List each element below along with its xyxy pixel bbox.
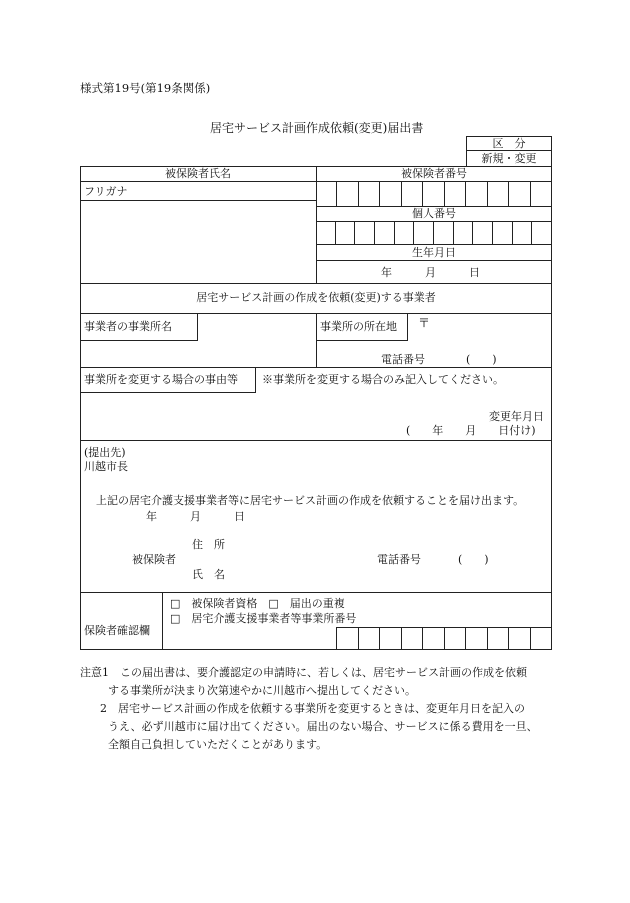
note-2-line-1: 2 居宅サービス計画の作成を依頼する事業所を変更するときは、変更年月日を記入の	[100, 702, 525, 715]
change-date-label: 変更年月日	[489, 410, 544, 423]
note-1-line-2: する事業所が決まり次第速やかに川越市へ提出してください。	[108, 684, 416, 697]
office-name-label: 事業者の事業所名	[84, 320, 172, 333]
name-field[interactable]	[81, 201, 315, 282]
phone-field[interactable]: ( )	[466, 353, 497, 366]
note-2-line-2: うえ、必ず川越市に届け出てください。届出のない場合、サービスに係る費用を一旦、	[108, 720, 538, 733]
office-address-label: 事業所の所在地	[320, 320, 397, 333]
provider-section-title: 居宅サービス計画の作成を依頼(変更)する事業者	[196, 291, 436, 304]
category-header: 区 分	[492, 137, 526, 150]
insured-number-cells[interactable]	[316, 181, 552, 206]
form-title: 居宅サービス計画作成依頼(変更)届出書	[210, 121, 424, 135]
phone-field-2[interactable]: ( )	[458, 553, 489, 566]
submit-to-value: 川越市長	[84, 460, 128, 473]
name-label: 氏 名	[192, 568, 225, 581]
phone-label: 電話番号	[381, 353, 425, 366]
change-reason-note: ※事業所を変更する場合のみ記入してください。	[262, 373, 504, 386]
check-office-number[interactable]: □ 居宅介護支援事業者等事業所番号	[170, 612, 357, 625]
birthdate-field[interactable]: 年 月 日	[381, 266, 480, 279]
personal-number-label: 個人番号	[412, 207, 456, 220]
note-2-line-3: 全額自己負担していただくことがあります。	[108, 738, 328, 751]
declaration-date-field[interactable]: 年 月 日	[146, 510, 245, 523]
office-name-field[interactable]	[199, 314, 315, 367]
submit-to-label: (提出先)	[84, 446, 126, 459]
form-id: 様式第19号(第19条関係)	[80, 81, 211, 95]
insured-person-label: 被保険者	[132, 553, 176, 566]
phone-label-2: 電話番号	[377, 553, 421, 566]
insured-number-header: 被保険者番号	[401, 167, 467, 180]
postal-mark: 〒	[418, 316, 431, 330]
change-reason-label: 事業所を変更する場合の事由等	[84, 373, 238, 386]
office-number-cells[interactable]	[336, 627, 552, 650]
furigana-label: フリガナ	[84, 185, 128, 198]
category-value[interactable]: 新規・変更	[481, 152, 537, 165]
address-label: 住 所	[192, 538, 225, 551]
declaration-text: 上記の居宅介護支援事業者等に居宅サービス計画の作成を依頼することを届け出ます。	[96, 494, 525, 507]
insured-name-header: 被保険者氏名	[165, 167, 231, 180]
personal-number-cells[interactable]	[316, 221, 552, 244]
birthdate-label: 生年月日	[412, 246, 456, 259]
insurer-confirmation-label: 保険者確認欄	[84, 624, 150, 637]
note-1-line-1: 注意1 この届出書は、要介護認定の申請時に、若しくは、居宅サービス計画の作成を依頼	[80, 666, 527, 679]
change-date-field[interactable]: ( 年 月 日付け)	[406, 424, 536, 437]
check-insured-qualification[interactable]: □ 被保険者資格 □ 届出の重複	[170, 597, 345, 610]
